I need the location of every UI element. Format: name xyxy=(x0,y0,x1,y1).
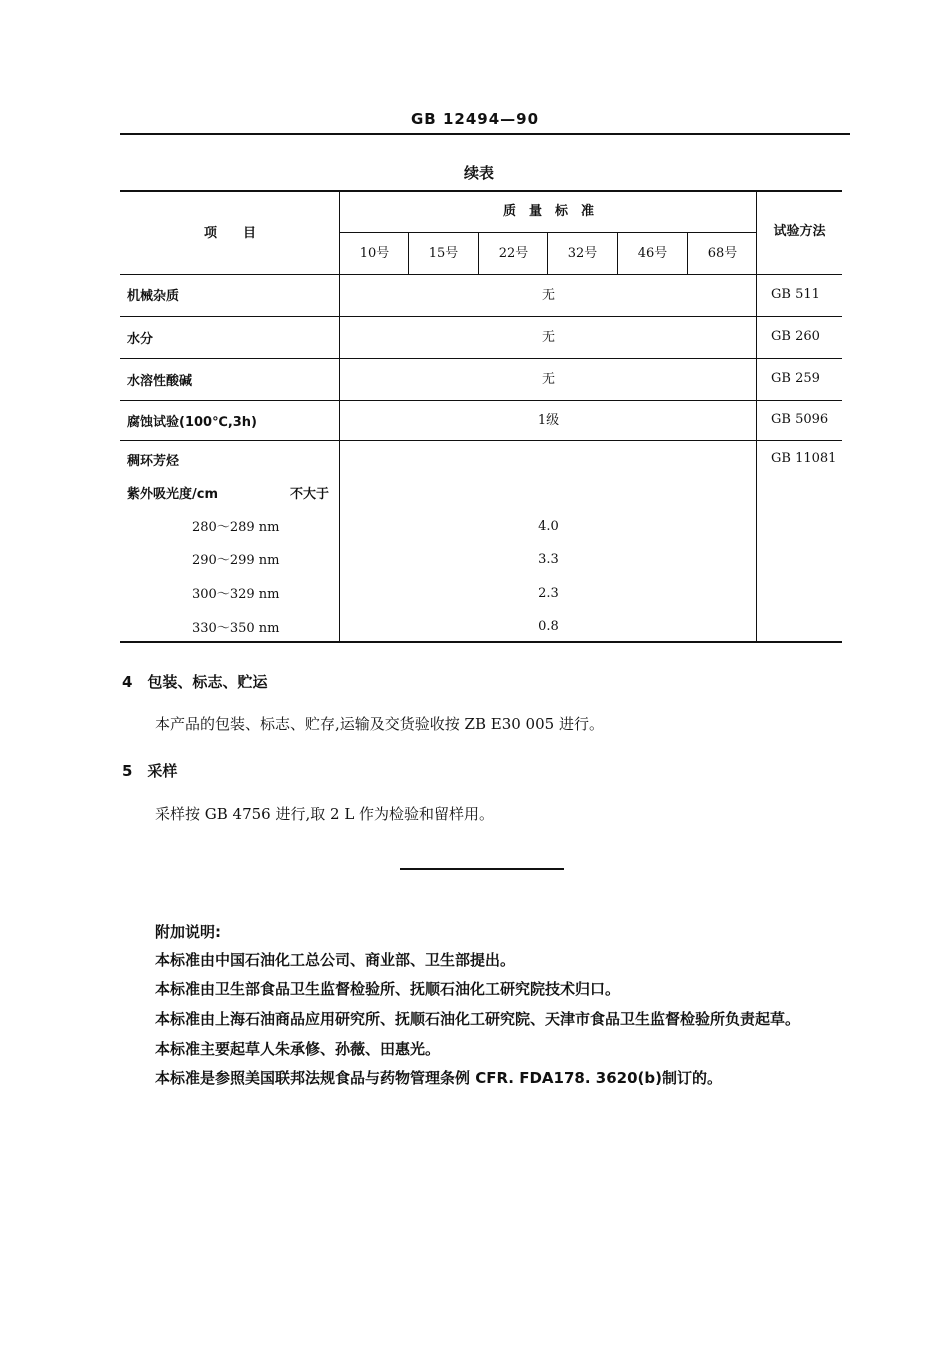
row-value: 无 xyxy=(541,288,555,303)
notes-line: 本标准是参照美国联邦法规食品与药物管理条例 CFR. FDA178. 3620(b)制订的。 xyxy=(155,1069,722,1087)
section-heading-packaging: 4 包装、标志、贮运 xyxy=(122,673,268,691)
row-divider xyxy=(120,440,842,441)
uv-range: 280～289 nm xyxy=(192,520,280,535)
uv-value: 0.8 xyxy=(538,619,559,634)
uv-value: 3.3 xyxy=(538,552,559,567)
grade-46: 46号 xyxy=(637,246,668,261)
aromatic-item: 稠环芳烃 xyxy=(127,454,180,469)
grade-10: 10号 xyxy=(359,246,390,261)
uv-value: 4.0 xyxy=(538,519,559,534)
grade-32: 32号 xyxy=(567,246,598,261)
row-method: GB 511 xyxy=(771,287,820,302)
table-top-border xyxy=(120,190,842,192)
grade-15: 15号 xyxy=(428,246,459,261)
aromatic-method: GB 11081 xyxy=(771,451,837,466)
row-item: 腐蚀试验(100℃,3h) xyxy=(127,415,258,430)
notes-line: 本标准由卫生部食品卫生监督检验所、抚顺石油化工研究院技术归口。 xyxy=(155,980,621,998)
row-item: 机械杂质 xyxy=(127,289,180,304)
row-divider xyxy=(120,358,842,359)
row-method: GB 5096 xyxy=(771,412,829,427)
header-rule xyxy=(120,133,850,135)
row-value: 1级 xyxy=(537,413,560,428)
uv-range: 300～329 nm xyxy=(192,587,280,602)
row-value: 无 xyxy=(541,330,555,345)
uv-label: 紫外吸光度/cm xyxy=(127,487,219,502)
row-item: 水溶性酸碱 xyxy=(127,374,193,389)
row-method: GB 259 xyxy=(771,371,820,386)
end-rule xyxy=(400,868,564,870)
table-title: 续表 xyxy=(463,164,494,182)
header-divider xyxy=(340,232,757,233)
row-divider xyxy=(120,274,842,275)
notes-line: 本标准由中国石油化工总公司、商业部、卫生部提出。 xyxy=(155,951,516,969)
row-divider xyxy=(120,316,842,317)
column-header-method: 试验方法 xyxy=(773,224,826,239)
standard-code: GB 12494—90 xyxy=(410,110,540,128)
section-heading-sampling: 5 采样 xyxy=(122,762,178,780)
row-value: 无 xyxy=(541,372,555,387)
notes-title: 附加说明: xyxy=(155,923,221,941)
notes-line: 本标准由上海石油商品应用研究所、抚顺石油化工研究院、天津市食品卫生监督检验所负责起草。 xyxy=(155,1010,801,1028)
column-header-item: 项 目 xyxy=(203,226,256,241)
grade-22: 22号 xyxy=(498,246,529,261)
section-text-packaging: 本产品的包装、标志、贮存,运输及交货验收按 ZB E30 005 进行。 xyxy=(155,715,604,733)
column-header-quality: 质 量 标 准 xyxy=(502,204,594,219)
uv-range: 330～350 nm xyxy=(192,621,280,636)
section-text-sampling: 采样按 GB 4756 进行,取 2 L 作为检验和留样用。 xyxy=(155,805,495,823)
limit-label: 不大于 xyxy=(290,487,330,502)
row-item: 水分 xyxy=(127,332,154,347)
row-method: GB 260 xyxy=(771,329,820,344)
uv-value: 2.3 xyxy=(538,586,559,601)
uv-range: 290～299 nm xyxy=(192,553,280,568)
grade-68: 68号 xyxy=(707,246,738,261)
row-divider xyxy=(120,400,842,401)
notes-line: 本标准主要起草人朱承修、孙薇、田惠光。 xyxy=(155,1040,441,1058)
table-bottom-border xyxy=(120,641,842,643)
